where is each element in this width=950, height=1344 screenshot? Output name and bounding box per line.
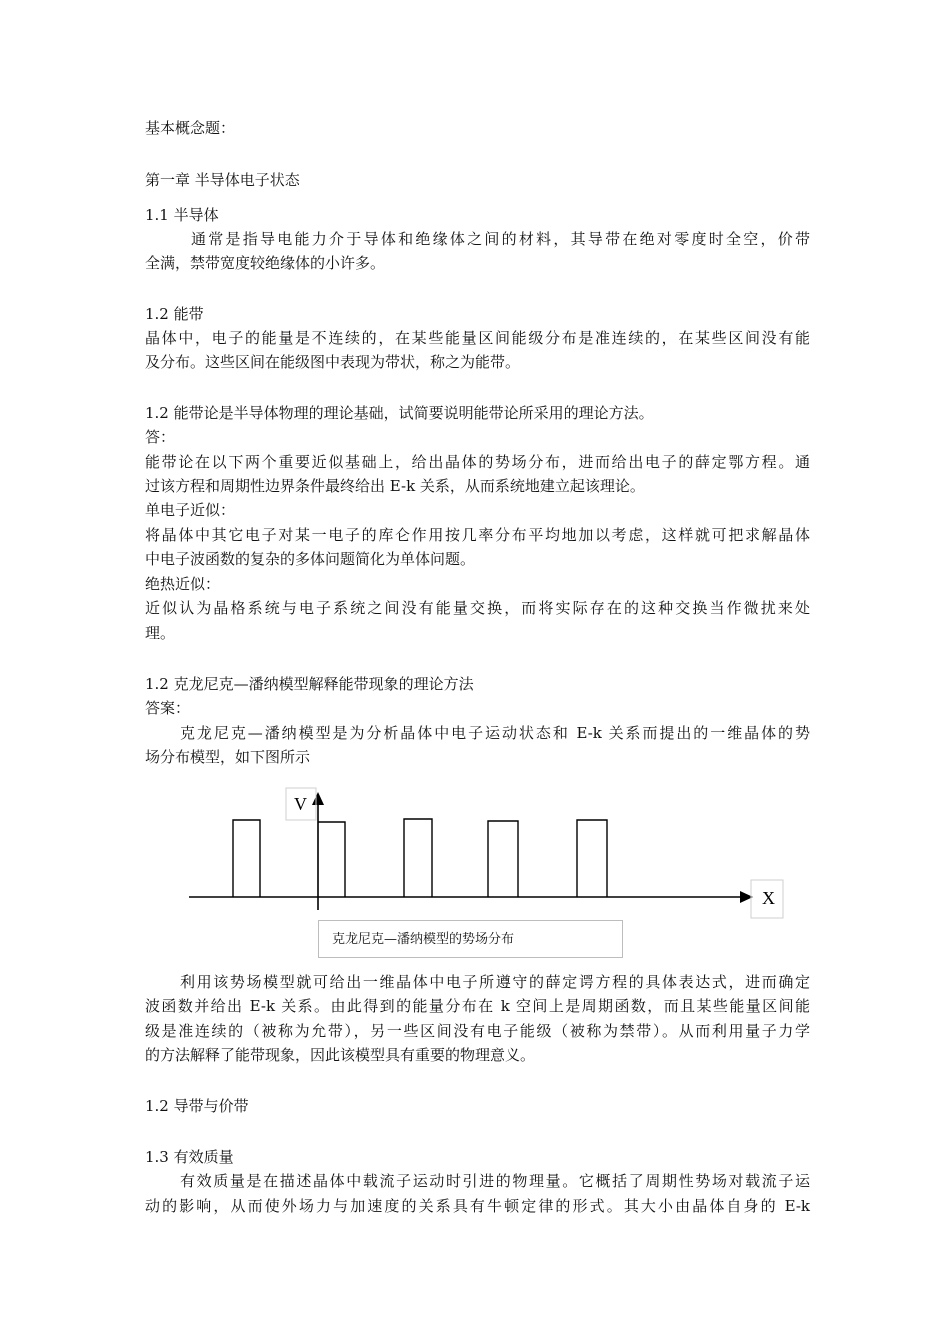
y-axis-arrow xyxy=(312,792,324,805)
section-heading: 1.1 半导体 xyxy=(145,206,219,224)
paragraph-line: 级是准连续的（被称为允带），另一些区间没有电子能级（被称为禁带）。从而利用量子力学 xyxy=(145,1022,810,1040)
y-axis-label: V xyxy=(294,794,307,814)
section-heading: 1.2 能带 xyxy=(145,305,204,323)
section-heading: 1.2 导带与价带 xyxy=(145,1097,249,1115)
paragraph-line: 将晶体中其它电子对某一电子的库仑作用按几率分布平均地加以考虑，这样就可把求解晶体 xyxy=(145,526,810,544)
subheading: 单电子近似： xyxy=(145,501,236,519)
paragraph-line: 及分布。这些区间在能级图中表现为带状，称之为能带。 xyxy=(145,353,521,371)
answer-label: 答： xyxy=(145,428,176,446)
paragraph-line: 全满，禁带宽度较绝缘体的小许多。 xyxy=(145,254,386,272)
potential-barrier xyxy=(488,821,518,897)
paragraph-line: 动的影响，从而使外场力与加速度的关系具有牛顿定律的形式。其大小由晶体自身的 E-k xyxy=(145,1197,810,1215)
figure-caption: 克龙尼克—潘纳模型的势场分布 xyxy=(318,920,623,958)
paragraph-line: 利用该势场模型就可给出一维晶体中电子所遵守的薛定谔方程的具体表达式，进而确定 xyxy=(180,973,810,991)
section-heading: 1.2 能带论是半导体物理的理论基础，试简要说明能带论所采用的理论方法。 xyxy=(145,404,654,422)
paragraph-line: 晶体中，电子的能量是不连续的，在某些能量区间能级分布是准连续的，在某些区间没有能 xyxy=(145,329,810,347)
section-heading: 1.3 有效质量 xyxy=(145,1148,234,1166)
potential-diagram xyxy=(185,780,785,920)
x-axis-label: X xyxy=(762,888,775,908)
paragraph-line: 理。 xyxy=(145,624,176,642)
potential-barrier xyxy=(577,820,607,897)
paragraph-line: 通常是指导电能力介于导体和绝缘体之间的材料，其导带在绝对零度时全空，价带 xyxy=(191,230,810,248)
kronig-penney-potential-figure xyxy=(185,780,785,965)
paragraph-line: 中电子波函数的复杂的多体问题简化为单体问题。 xyxy=(145,550,476,568)
potential-barrier xyxy=(233,820,260,897)
paragraph-line: 能带论在以下两个重要近似基础上，给出晶体的势场分布，进而给出电子的薛定鄂方程。通 xyxy=(145,453,810,471)
chapter-title: 第一章 半导体电子状态 xyxy=(145,171,300,189)
paragraph-line: 的方法解释了能带现象，因此该模型具有重要的物理意义。 xyxy=(145,1046,536,1064)
section-heading: 1.2 克龙尼克—潘纳模型解释能带现象的理论方法 xyxy=(145,675,474,693)
potential-barrier xyxy=(318,822,345,897)
paragraph-line: 近似认为晶格系统与电子系统之间没有能量交换，而将实际存在的这种交换当作微扰来处 xyxy=(145,599,810,617)
potential-barrier xyxy=(404,819,432,897)
paragraph-line: 波函数并给出 E-k 关系。由此得到的能量分布在 k 空间上是周期函数，而且某些能量区间能 xyxy=(145,997,810,1015)
subheading: 绝热近似： xyxy=(145,575,221,593)
heading-basic-concepts: 基本概念题： xyxy=(145,119,236,137)
paragraph-line: 场分布模型，如下图所示 xyxy=(145,748,311,766)
answer-label: 答案： xyxy=(145,699,191,717)
paragraph-line: 过该方程和周期性边界条件最终给出 E-k 关系，从而系统地建立起该理论。 xyxy=(145,477,645,495)
paragraph-line: 有效质量是在描述晶体中载流子运动时引进的物理量。它概括了周期性势场对载流子运 xyxy=(180,1172,810,1190)
paragraph-line: 克龙尼克—潘纳模型是为分析晶体中电子运动状态和 E-k 关系而提出的一维晶体的势 xyxy=(180,724,810,742)
